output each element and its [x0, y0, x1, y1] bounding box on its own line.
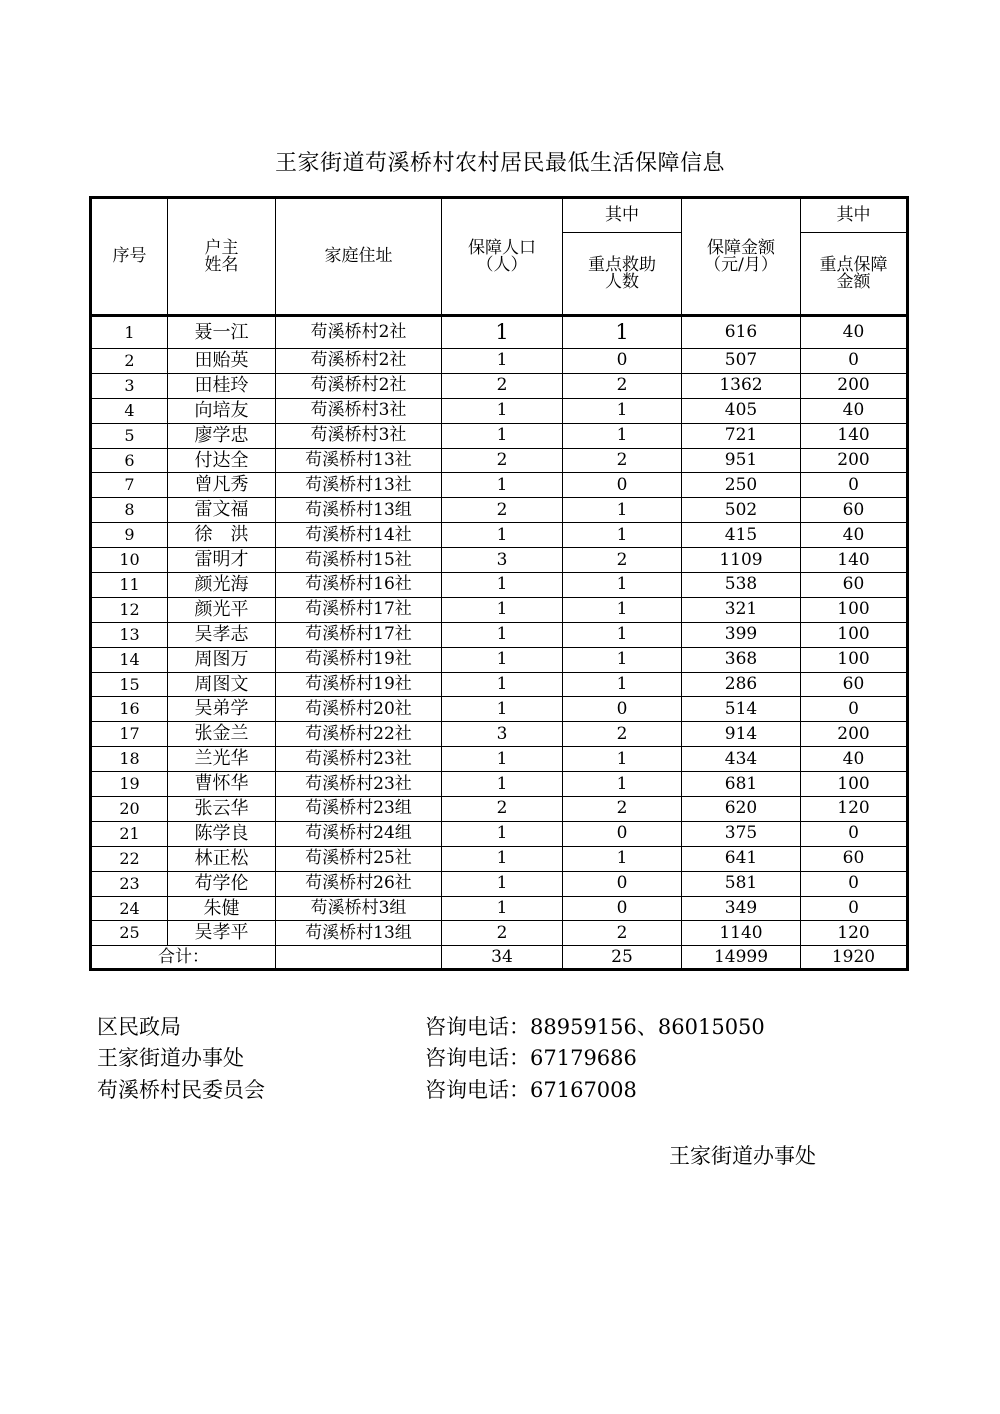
cell-index: 19 [91, 772, 168, 797]
table-row [91, 316, 908, 349]
cell-key-amount: 0 [801, 473, 908, 498]
contact-org-1: 区民政局 [97, 1015, 181, 1039]
cell-address: 苟溪桥村23组 [276, 797, 442, 822]
header-key-count: 重点救助 人数 [563, 233, 682, 316]
cell-key-count: 2 [563, 722, 682, 747]
cell-address: 苟溪桥村2社 [276, 316, 442, 349]
contact-phone-1: 咨询电话：88959156、86015050 [425, 1015, 765, 1039]
cell-key-count: 0 [563, 349, 682, 374]
page-title: 王家街道苟溪桥村农村居民最低生活保障信息 [274, 151, 725, 176]
cell-address: 苟溪桥村17社 [276, 622, 442, 647]
cell-index: 23 [91, 871, 168, 896]
header-key-amount: 重点保障 金额 [801, 233, 908, 316]
table-row [91, 573, 908, 598]
cell-population: 1 [442, 747, 563, 772]
cell-name: 张云华 [168, 797, 276, 822]
cell-key-amount: 60 [801, 498, 908, 523]
total-row [91, 946, 908, 970]
cell-name: 吴孝志 [168, 622, 276, 647]
cell-address: 苟溪桥村14社 [276, 523, 442, 548]
cell-population: 1 [442, 772, 563, 797]
cell-population: 2 [442, 373, 563, 398]
cell-name: 颜光平 [168, 597, 276, 622]
cell-key-amount: 60 [801, 672, 908, 697]
cell-amount: 321 [682, 597, 801, 622]
cell-key-amount: 140 [801, 423, 908, 448]
cell-name: 张金兰 [168, 722, 276, 747]
table-row [91, 871, 908, 896]
cell-population: 1 [442, 871, 563, 896]
cell-index: 24 [91, 896, 168, 921]
cell-name: 田桂玲 [168, 373, 276, 398]
cell-amount: 375 [682, 821, 801, 846]
cell-key-amount: 0 [801, 697, 908, 722]
cell-address: 苟溪桥村13组 [276, 498, 442, 523]
cell-amount: 616 [682, 316, 801, 349]
cell-population: 1 [442, 316, 563, 349]
cell-key-amount: 140 [801, 548, 908, 573]
cell-population: 1 [442, 672, 563, 697]
cell-amount: 1362 [682, 373, 801, 398]
header-amount: 保障金额 （元/月） [682, 198, 801, 316]
cell-population: 1 [442, 597, 563, 622]
cell-population: 1 [442, 523, 563, 548]
cell-index: 3 [91, 373, 168, 398]
table-row [91, 473, 908, 498]
cell-address: 苟溪桥村3社 [276, 423, 442, 448]
cell-population: 1 [442, 349, 563, 374]
cell-population: 2 [442, 797, 563, 822]
table-row [91, 523, 908, 548]
cell-population: 3 [442, 722, 563, 747]
cell-key-amount: 100 [801, 597, 908, 622]
table-row [91, 398, 908, 423]
cell-key-count: 1 [563, 672, 682, 697]
total-key-amount: 1920 [801, 946, 908, 970]
cell-key-amount: 200 [801, 448, 908, 473]
cell-population: 1 [442, 398, 563, 423]
table-row [91, 672, 908, 697]
cell-amount: 581 [682, 871, 801, 896]
cell-name: 兰光华 [168, 747, 276, 772]
cell-key-amount: 40 [801, 523, 908, 548]
cell-key-count: 1 [563, 747, 682, 772]
cell-name: 向培友 [168, 398, 276, 423]
table-row [91, 622, 908, 647]
cell-index: 13 [91, 622, 168, 647]
cell-population: 1 [442, 622, 563, 647]
cell-address: 苟溪桥村19社 [276, 672, 442, 697]
cell-key-amount: 60 [801, 573, 908, 598]
cell-key-count: 2 [563, 797, 682, 822]
cell-index: 5 [91, 423, 168, 448]
cell-name: 廖学忠 [168, 423, 276, 448]
cell-key-count: 0 [563, 697, 682, 722]
cell-name: 曹怀华 [168, 772, 276, 797]
cell-key-count: 1 [563, 523, 682, 548]
cell-index: 8 [91, 498, 168, 523]
cell-amount: 405 [682, 398, 801, 423]
cell-name: 颜光海 [168, 573, 276, 598]
cell-name: 周图万 [168, 647, 276, 672]
cell-population: 1 [442, 473, 563, 498]
cell-key-amount: 40 [801, 316, 908, 349]
cell-key-count: 1 [563, 846, 682, 871]
cell-index: 9 [91, 523, 168, 548]
cell-population: 2 [442, 498, 563, 523]
cell-name: 付达全 [168, 448, 276, 473]
cell-name: 朱健 [168, 896, 276, 921]
minimum-living-security-table [89, 196, 909, 971]
cell-name: 吴孝平 [168, 921, 276, 946]
cell-population: 1 [442, 647, 563, 672]
table-row [91, 772, 908, 797]
cell-name: 周图文 [168, 672, 276, 697]
cell-index: 6 [91, 448, 168, 473]
cell-key-amount: 200 [801, 373, 908, 398]
cell-key-count: 1 [563, 423, 682, 448]
cell-key-count: 1 [563, 573, 682, 598]
table-row [91, 423, 908, 448]
cell-key-amount: 120 [801, 921, 908, 946]
cell-amount: 507 [682, 349, 801, 374]
cell-name: 苟学伦 [168, 871, 276, 896]
cell-key-amount: 100 [801, 772, 908, 797]
signature: 王家街道办事处 [669, 1144, 816, 1168]
cell-key-count: 2 [563, 921, 682, 946]
cell-key-amount: 120 [801, 797, 908, 822]
table-row [91, 548, 908, 573]
table-row [91, 797, 908, 822]
cell-address: 苟溪桥村2社 [276, 373, 442, 398]
cell-amount: 538 [682, 573, 801, 598]
cell-index: 2 [91, 349, 168, 374]
total-address-blank [276, 946, 442, 970]
cell-address: 苟溪桥村3社 [276, 398, 442, 423]
contact-org-3: 苟溪桥村民委员会 [97, 1078, 265, 1102]
table-row [91, 747, 908, 772]
cell-key-amount: 0 [801, 349, 908, 374]
table-row [91, 349, 908, 374]
table-row [91, 722, 908, 747]
cell-key-amount: 0 [801, 821, 908, 846]
cell-population: 1 [442, 896, 563, 921]
table-row [91, 448, 908, 473]
contact-phone-3: 咨询电话：67167008 [425, 1078, 637, 1102]
cell-address: 苟溪桥村16社 [276, 573, 442, 598]
table-row [91, 697, 908, 722]
table-row [91, 846, 908, 871]
cell-index: 22 [91, 846, 168, 871]
cell-key-count: 1 [563, 597, 682, 622]
cell-key-count: 1 [563, 647, 682, 672]
cell-key-amount: 0 [801, 896, 908, 921]
cell-amount: 951 [682, 448, 801, 473]
header-index: 序号 [91, 198, 168, 316]
cell-name: 吴弟学 [168, 697, 276, 722]
cell-key-amount: 100 [801, 622, 908, 647]
cell-key-count: 0 [563, 821, 682, 846]
header-name: 户主 姓名 [168, 198, 276, 316]
cell-population: 3 [442, 548, 563, 573]
cell-index: 11 [91, 573, 168, 598]
cell-key-count: 1 [563, 498, 682, 523]
cell-index: 7 [91, 473, 168, 498]
cell-name: 徐 洪 [168, 523, 276, 548]
cell-address: 苟溪桥村13组 [276, 921, 442, 946]
cell-address: 苟溪桥村26社 [276, 871, 442, 896]
cell-name: 田贻英 [168, 349, 276, 374]
cell-name: 林正松 [168, 846, 276, 871]
cell-key-count: 1 [563, 398, 682, 423]
total-key-count: 25 [563, 946, 682, 970]
cell-index: 1 [91, 316, 168, 349]
cell-amount: 502 [682, 498, 801, 523]
table-row [91, 597, 908, 622]
cell-index: 16 [91, 697, 168, 722]
cell-name: 雷文福 [168, 498, 276, 523]
cell-key-amount: 100 [801, 647, 908, 672]
cell-address: 苟溪桥村17社 [276, 597, 442, 622]
cell-address: 苟溪桥村24组 [276, 821, 442, 846]
cell-address: 苟溪桥村13社 [276, 448, 442, 473]
cell-key-count: 2 [563, 448, 682, 473]
cell-amount: 1109 [682, 548, 801, 573]
cell-population: 1 [442, 423, 563, 448]
cell-key-amount: 200 [801, 722, 908, 747]
cell-key-count: 2 [563, 373, 682, 398]
cell-amount: 721 [682, 423, 801, 448]
cell-name: 聂一江 [168, 316, 276, 349]
cell-key-count: 0 [563, 896, 682, 921]
cell-key-amount: 60 [801, 846, 908, 871]
cell-index: 21 [91, 821, 168, 846]
cell-index: 18 [91, 747, 168, 772]
cell-index: 17 [91, 722, 168, 747]
cell-key-count: 1 [563, 622, 682, 647]
total-population: 34 [442, 946, 563, 970]
cell-address: 苟溪桥村23社 [276, 747, 442, 772]
cell-name: 雷明才 [168, 548, 276, 573]
cell-key-count: 1 [563, 316, 682, 349]
table-row [91, 821, 908, 846]
cell-amount: 399 [682, 622, 801, 647]
cell-amount: 620 [682, 797, 801, 822]
cell-key-amount: 0 [801, 871, 908, 896]
cell-index: 4 [91, 398, 168, 423]
cell-address: 苟溪桥村19社 [276, 647, 442, 672]
cell-address: 苟溪桥村13社 [276, 473, 442, 498]
cell-amount: 434 [682, 747, 801, 772]
header-address: 家庭住址 [276, 198, 442, 316]
cell-amount: 681 [682, 772, 801, 797]
cell-address: 苟溪桥村23社 [276, 772, 442, 797]
cell-key-count: 0 [563, 473, 682, 498]
cell-index: 20 [91, 797, 168, 822]
cell-address: 苟溪桥村3组 [276, 896, 442, 921]
cell-population: 1 [442, 573, 563, 598]
cell-population: 1 [442, 846, 563, 871]
cell-key-amount: 40 [801, 398, 908, 423]
cell-address: 苟溪桥村22社 [276, 722, 442, 747]
table-row [91, 647, 908, 672]
cell-index: 25 [91, 921, 168, 946]
cell-population: 1 [442, 697, 563, 722]
cell-name: 曾凡秀 [168, 473, 276, 498]
cell-population: 1 [442, 821, 563, 846]
table-row [91, 373, 908, 398]
table-row [91, 921, 908, 946]
cell-amount: 368 [682, 647, 801, 672]
cell-amount: 415 [682, 523, 801, 548]
cell-index: 14 [91, 647, 168, 672]
cell-key-count: 1 [563, 772, 682, 797]
header-group2-title: 其中 [801, 198, 908, 233]
cell-amount: 250 [682, 473, 801, 498]
cell-address: 苟溪桥村20社 [276, 697, 442, 722]
cell-key-amount: 40 [801, 747, 908, 772]
cell-name: 陈学良 [168, 821, 276, 846]
cell-amount: 349 [682, 896, 801, 921]
contact-org-2: 王家街道办事处 [97, 1046, 244, 1070]
cell-address: 苟溪桥村15社 [276, 548, 442, 573]
cell-index: 15 [91, 672, 168, 697]
cell-index: 12 [91, 597, 168, 622]
cell-key-count: 2 [563, 548, 682, 573]
cell-amount: 914 [682, 722, 801, 747]
contact-phone-2: 咨询电话：67179686 [425, 1046, 637, 1070]
total-amount: 14999 [682, 946, 801, 970]
cell-amount: 641 [682, 846, 801, 871]
cell-population: 2 [442, 448, 563, 473]
table-row [91, 896, 908, 921]
header-population: 保障人口 （人） [442, 198, 563, 316]
cell-address: 苟溪桥村2社 [276, 349, 442, 374]
table-row [91, 498, 908, 523]
cell-key-count: 0 [563, 871, 682, 896]
cell-amount: 286 [682, 672, 801, 697]
cell-address: 苟溪桥村25社 [276, 846, 442, 871]
cell-population: 2 [442, 921, 563, 946]
cell-amount: 514 [682, 697, 801, 722]
cell-index: 10 [91, 548, 168, 573]
cell-amount: 1140 [682, 921, 801, 946]
header-group1-title: 其中 [563, 198, 682, 233]
total-label: 合计： [91, 946, 276, 970]
